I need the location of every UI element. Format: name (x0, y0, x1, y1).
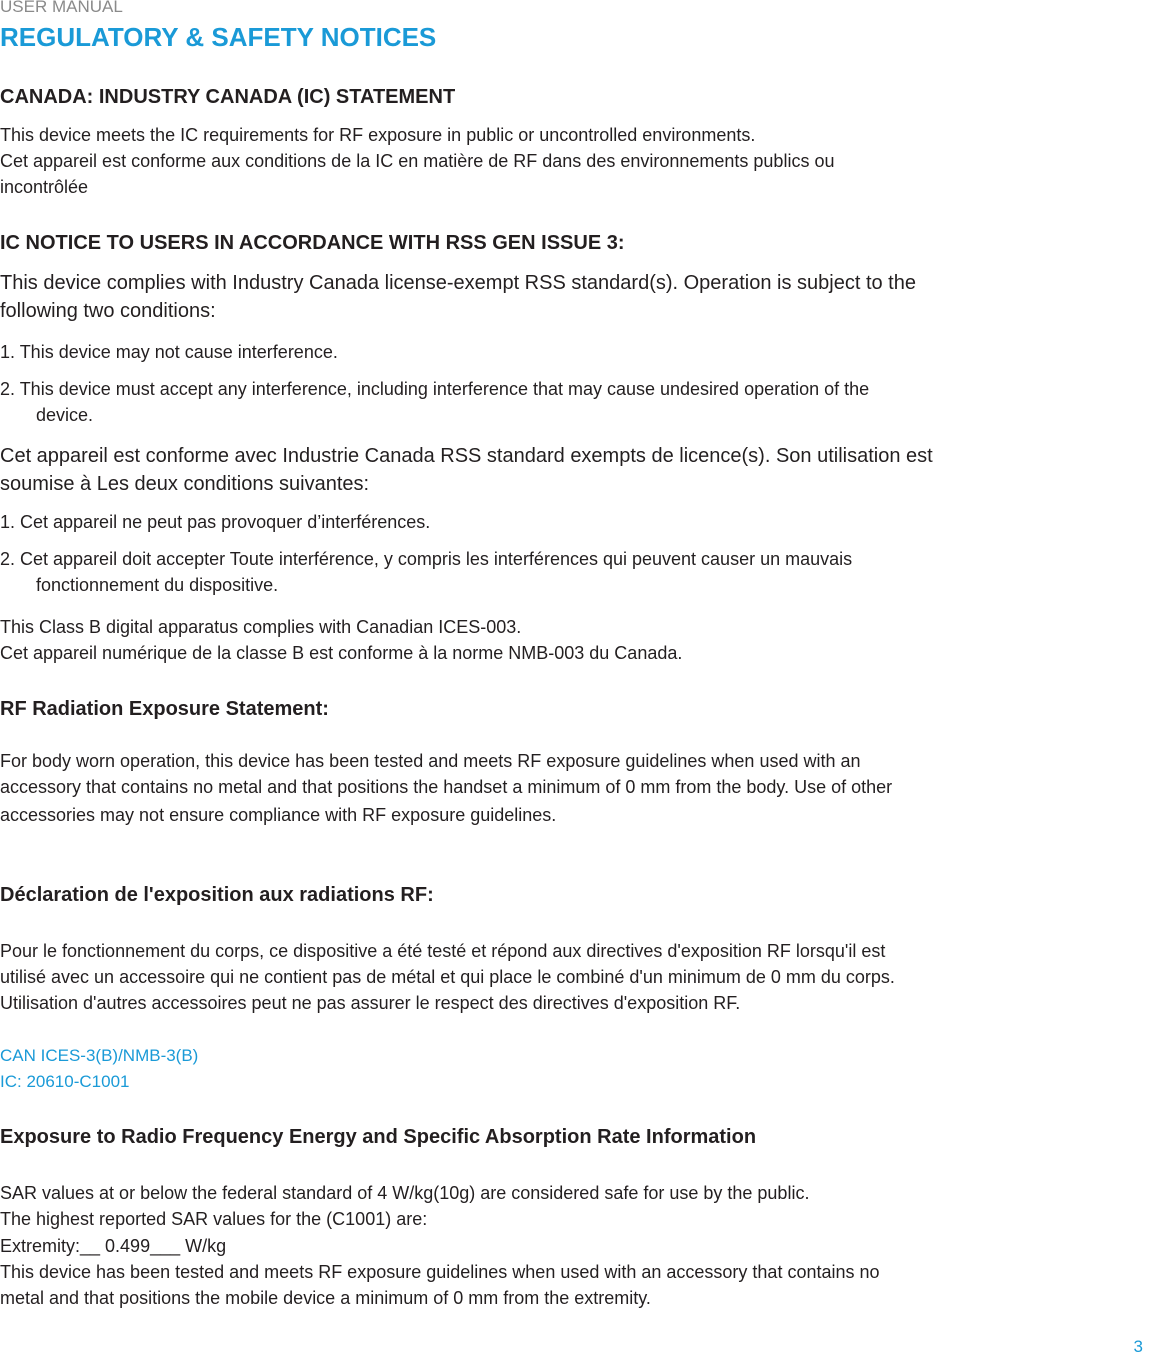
manual-label: USER MANUAL (0, 0, 123, 16)
rss-notice-heading: IC NOTICE TO USERS IN ACCORDANCE WITH RSS GEN ISSUE 3: (0, 232, 625, 254)
sar-line5: metal and that positions the mobile device a minimum of 0 mm from the extremity. (0, 1288, 651, 1308)
rf-exposure-fr-line1: Pour le fonctionnement du corps, ce dispositive a été testé et répond aux directives d'exposition RF lorsqu'il est (0, 941, 886, 961)
rf-exposure-fr-line2: utilisé avec un accessoire qui ne contient pas de métal et qui place le combiné d'un minimum de 0 mm du corps. (0, 967, 895, 987)
sar-line1: SAR values at or below the federal standard of 4 W/kg(10g) are considered safe for use by the public. (0, 1183, 810, 1203)
sar-line4: This device has been tested and meets RF exposure guidelines when used with an accessory that contains no (0, 1262, 880, 1282)
rf-exposure-line3: accessories may not ensure compliance with RF exposure guidelines. (0, 805, 557, 825)
sar-heading: Exposure to Radio Frequency Energy and Specific Absorption Rate Information (0, 1126, 757, 1148)
rss-condition-2-line1: 2. This device must accept any interference, including interference that may cause undesired operation of the (0, 379, 870, 399)
rss-fr-intro-line2: soumise à Les deux conditions suivantes: (0, 473, 370, 495)
rf-exposure-heading: RF Radiation Exposure Statement: (0, 698, 329, 720)
rss-condition-1: 1. This device may not cause interference. (0, 342, 338, 362)
ic-statement-fr-line1: Cet appareil est conforme aux conditions de la IC en matière de RF dans des environnements publics ou (0, 151, 835, 171)
sar-line2: The highest reported SAR values for the (C1001) are: (0, 1209, 428, 1229)
ic-statement-fr-line2: incontrôlée (0, 177, 89, 197)
rf-exposure-line1: For body worn operation, this device has been tested and meets RF exposure guidelines when used with an (0, 751, 861, 771)
ic-statement-en: This device meets the IC requirements for RF exposure in public or uncontrolled environments. (0, 125, 756, 145)
rss-fr-condition-2-line2: fonctionnement du dispositive. (36, 575, 279, 595)
rss-fr-condition-2-line1: 2. Cet appareil doit accepter Toute interférence, y compris les interférences qui peuvent causer un mauvais (0, 549, 853, 569)
page-title: REGULATORY & SAFETY NOTICES (0, 22, 437, 52)
ic-statement-heading: CANADA: INDUSTRY CANADA (IC) STATEMENT (0, 86, 456, 108)
ices-en: This Class B digital apparatus complies with Canadian ICES-003. (0, 617, 522, 637)
ices-fr: Cet appareil numérique de la classe B est conforme à la norme NMB-003 du Canada. (0, 643, 683, 663)
rss-intro-line2: following two conditions: (0, 300, 216, 322)
ic-id: IC: 20610-C1001 (0, 1072, 130, 1091)
can-ices-id: CAN ICES-3(B)/NMB-3(B) (0, 1046, 199, 1065)
rss-fr-intro-line1: Cet appareil est conforme avec Industrie Canada RSS standard exempts de licence(s). Son utilisation est (0, 445, 933, 467)
page-number: 3 (1133, 1337, 1143, 1356)
sar-line3: Extremity:__ 0.499___ W/kg (0, 1236, 227, 1256)
rf-exposure-fr-line3: Utilisation d'autres accessoires peut ne pas assurer le respect des directives d'exposition RF. (0, 993, 741, 1013)
rss-fr-condition-1: 1. Cet appareil ne peut pas provoquer d’interférences. (0, 512, 431, 532)
rf-exposure-line2: accessory that contains no metal and that positions the handset a minimum of 0 mm from the body. Use of other (0, 777, 893, 797)
rss-condition-2-line2: device. (36, 405, 94, 425)
rf-exposure-fr-heading: Déclaration de l'exposition aux radiations RF: (0, 884, 434, 906)
rss-intro-line1: This device complies with Industry Canada license-exempt RSS standard(s). Operation is subject to the (0, 272, 916, 294)
